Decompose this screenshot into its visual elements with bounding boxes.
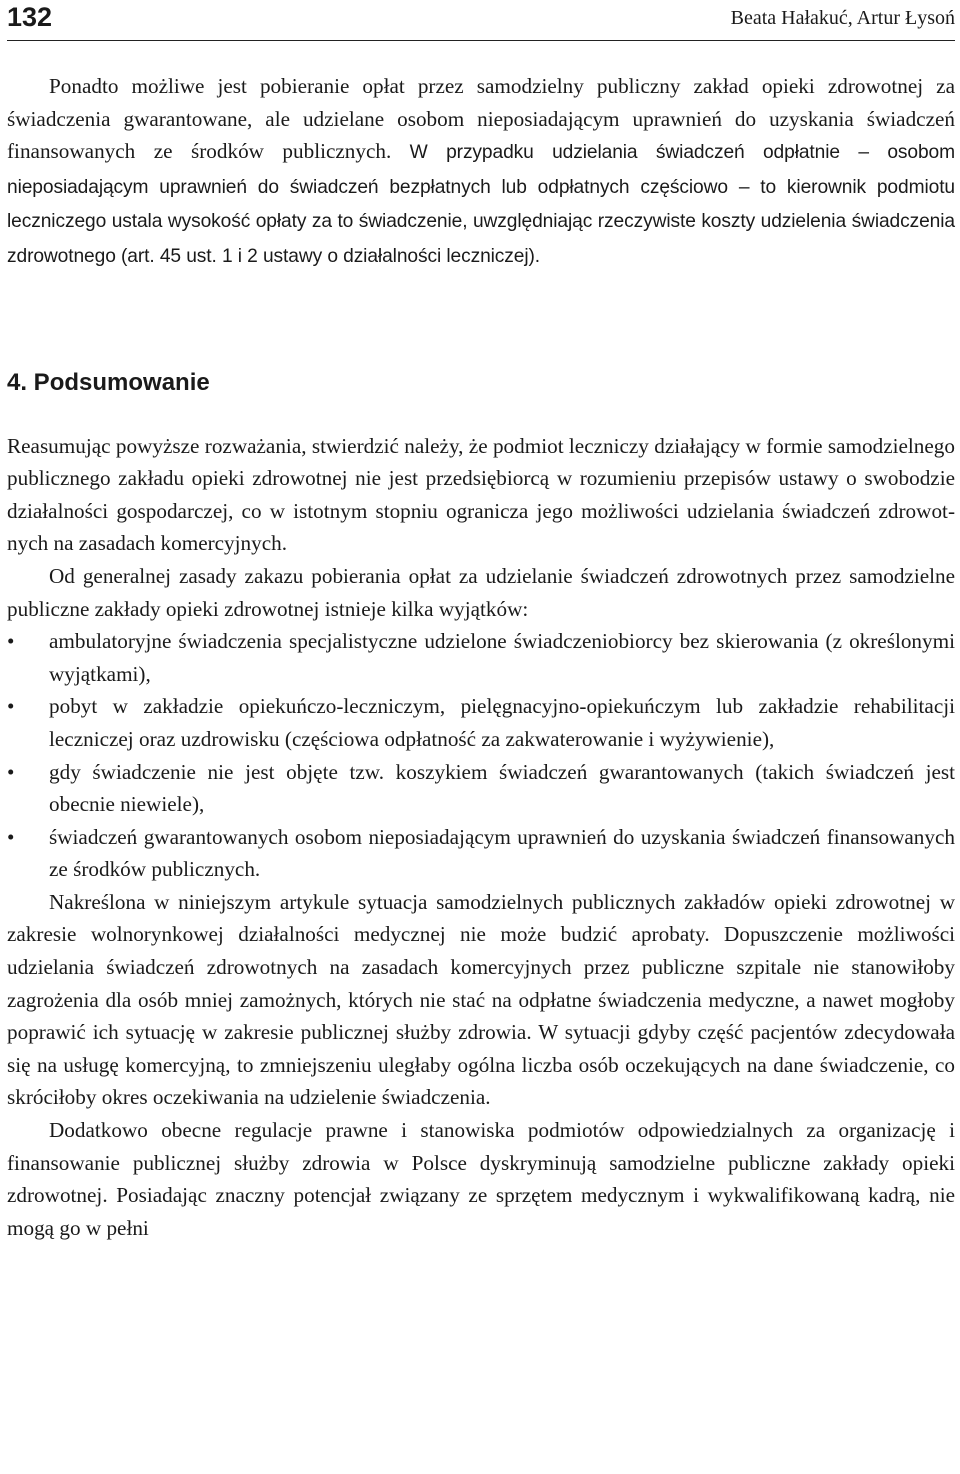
list-item-text: świadczeń gwarantowanych osobom nieposiadającym uprawnień do uzyskania świadczeń finansowanych ze środków publicznych.: [49, 824, 955, 882]
closing-paragraph-1: Nakreślona w niniejszym artykule sytuacja samodzielnych publicznych zakładów opieki zdrowotnej w zakresie wolnorynkowej działalności medycznej nie może budzić aprobaty. Dopuszczenie możliwości udzielania świadczeń zdrowotnych na zasadach komercyjnych przez publiczne szpitale nie stanowiłoby zagrożenia dla osób mniej zamożnych, których nie stać na odpłatne świadczenia medyczne, a nawet mogłoby poprawić ich sytuację w zakresie publicznej służby zdrowia. W sytuacji gdyby część pacjentów zdecydowała się na usługę komercyjną, to zmniejszeniu uległaby ogólna liczba osób oczekujących na dane świadczenie, co skróciłoby okres oczekiwania na udzielenie świadczenia.: [7, 889, 955, 1110]
bullet-icon: •: [7, 694, 15, 719]
summary-paragraph-1: Reasumując powyższe rozważania, stwierdzić należy, że podmiot leczniczy działający w formie samodzielnego publicznego zakładu opieki zdrowotnej nie jest przedsiębiorcą w rozumieniu przepisów ustawy o swobodzie działalności gospodarczej, co w istotnym stopniu ogranicza jego możliwości udzielania świadczeń zdrowotnych na zasadach komercyjnych.: [7, 433, 955, 556]
list-item: [7, 625, 955, 690]
exceptions-list: [7, 625, 955, 886]
list-item: [7, 756, 955, 821]
summary-paragraph-2: Od generalnej zasady zakazu pobierania opłat za udzielanie świadczeń zdrowotnych przez samodzielne publiczne zakłady opieki zdrowotnej istnieje kilka wyjątków:: [7, 563, 955, 621]
page-content: [7, 70, 955, 1244]
list-item-text: gdy świadczenie nie jest objęte tzw. koszykiem świadczeń gwarantowanych (takich świadczeń jest obecnie niewiele),: [49, 759, 955, 817]
running-header: [7, 0, 955, 41]
list-item-text: ambulatoryjne świadczenia specjalistyczne udzielone świadczeniobiorcy bez skierowania (z określonymi wyjątkami),: [49, 629, 955, 686]
section-heading: 4. Podsumowanie: [7, 368, 210, 396]
closing-paragraph-2: Dodatkowo obecne regulacje prawne i stanowiska podmiotów odpowiedzialnych za organizację i finansowanie publicznej służby zdrowia w Polsce dyskryminują samodzielne publiczne zakłady opieki zdrowotnej. Posiadając znaczny potencjał związany ze sprzętem medycznym i wykwalifikowaną kadrą, nie mogą go w pełni: [7, 1118, 955, 1240]
list-item: [7, 821, 955, 886]
bullet-icon: •: [7, 629, 15, 654]
list-item-text: pobyt w zakładzie opiekuńczo-leczniczym, pielęgnacyjno-opiekuńczym lub zakładzie rehabilitacji leczniczej oraz uzdrowisku (częściowa odpłatność za zakwaterowanie i wyżywienie),: [49, 694, 955, 751]
list-item: [7, 690, 955, 755]
page-number: 132: [7, 2, 53, 32]
intro-paragraph: [7, 70, 955, 274]
intro-sans-text: W przypadku udzielania świadczeń odpłatnie – osobom nieposiadającym uprawnień do świadczeń bezpłatnych lub odpłatnych częściowo – to kierownik podmiotu leczniczego ustala wysokość opłaty za to świadczenie, uwzględniając rzeczywiste koszty udzielenia świadczenia zdrowotnego (art. 45 ust. 1 i 2 ustawy o działalności leczniczej).: [7, 142, 955, 267]
bullet-icon: •: [7, 824, 15, 849]
header-authors: Beata Hałakuć, Artur Łysoń: [730, 7, 955, 29]
bullet-icon: •: [7, 759, 15, 784]
intro-serif-text: Ponadto możliwe jest pobieranie opłat przez samodzielny publiczny zakład opieki zdrowotnej za świadczenia gwarantowane, ale udzielane osobom nieposiadającym uprawnień do uzyskania świadczeń finansowanych ze środków publicznych.: [7, 74, 955, 164]
